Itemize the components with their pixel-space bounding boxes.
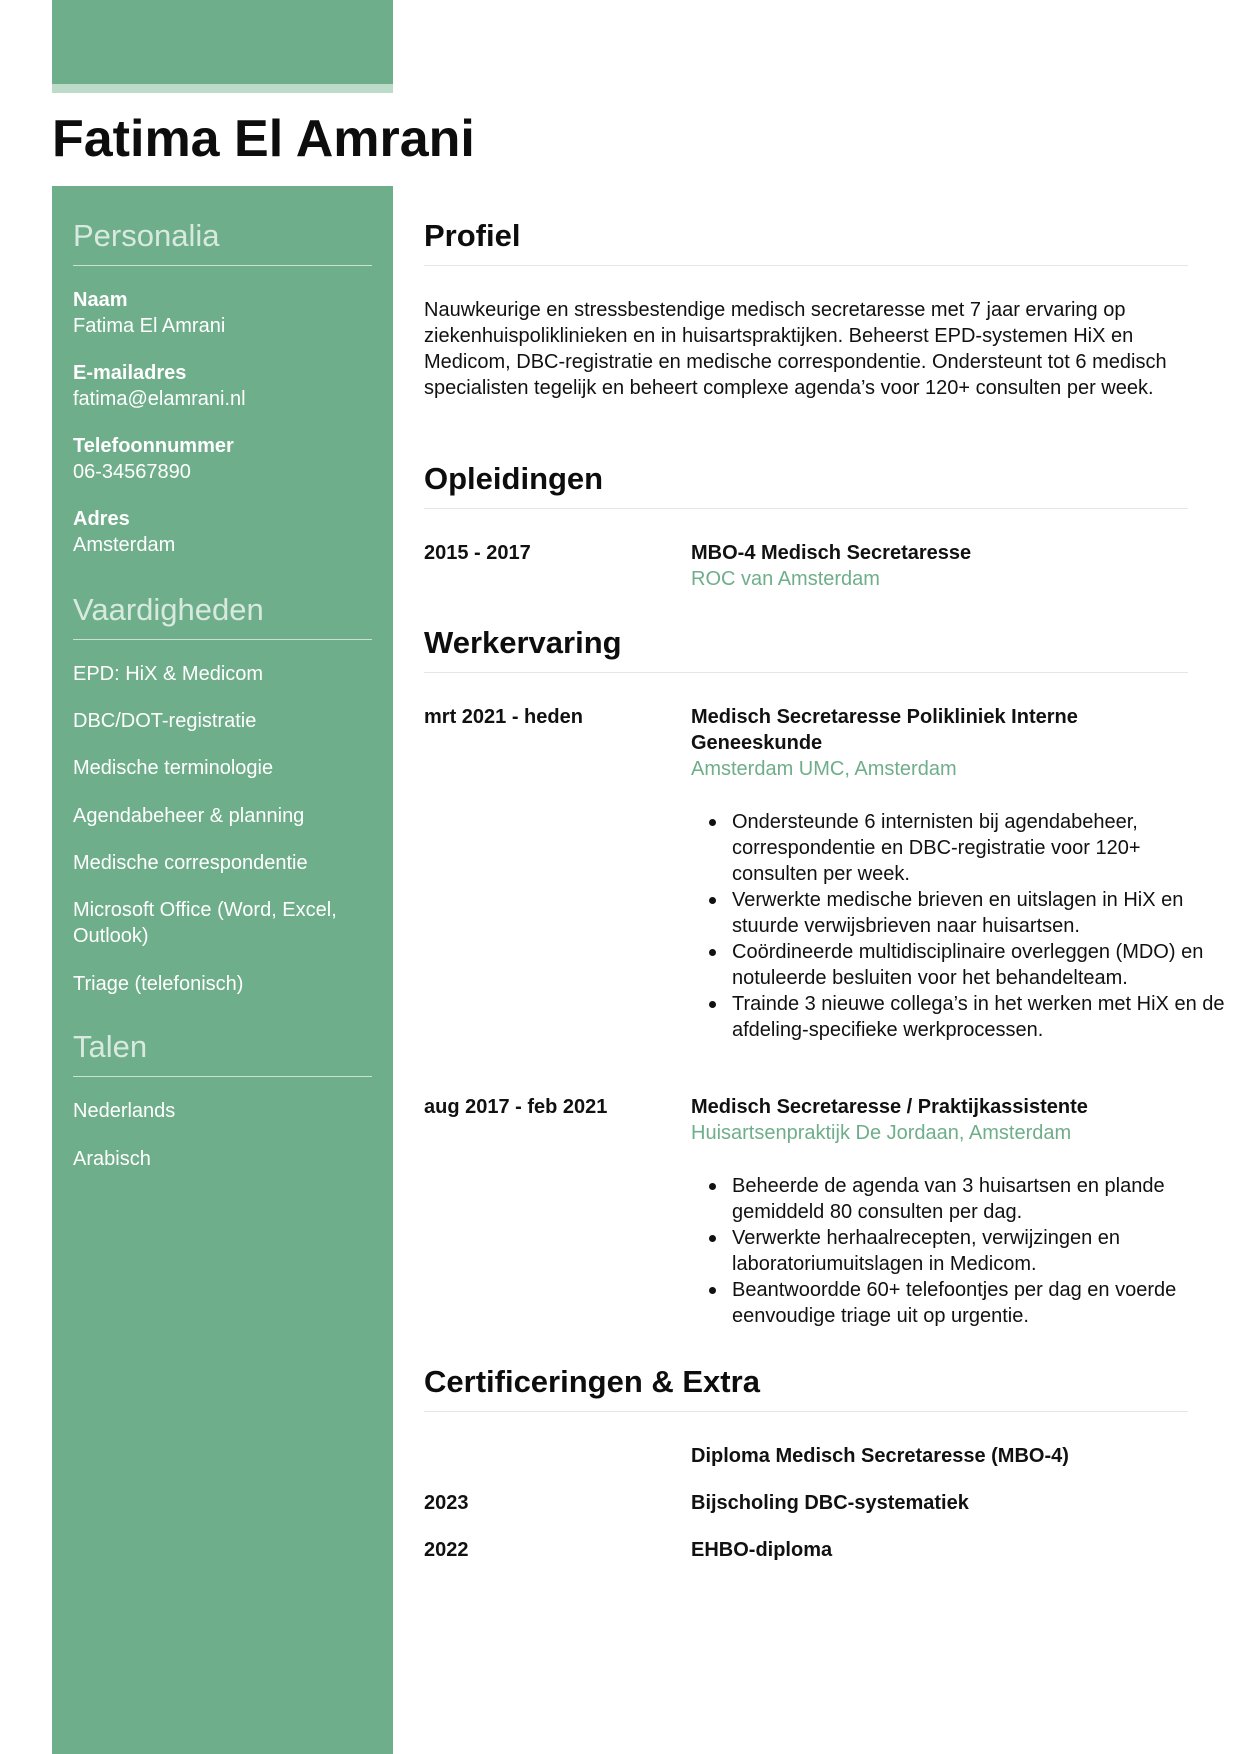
certification-title: EHBO-diploma: [691, 1539, 833, 1561]
certification-title: Bijscholing DBC-systematiek: [691, 1492, 969, 1514]
languages-heading: Talen: [73, 1027, 372, 1077]
certifications-heading: Certificeringen & Extra: [424, 1362, 1188, 1412]
education-heading: Opleidingen: [424, 459, 1188, 509]
education-entry: [691, 540, 1188, 592]
experience-heading: Werkervaring: [424, 623, 1188, 673]
bullet-item: Verwerkte medische brieven en uitslagen in HiX en stuurde verwijsbrieven naar huisartsen.: [732, 887, 1229, 939]
experience-period: aug 2017 - feb 2021: [424, 1096, 608, 1118]
personal-label: Adres: [73, 508, 130, 530]
skill-item: Medische correspondentie: [73, 852, 308, 874]
profile-text: Nauwkeurige en stressbestendige medisch secretaresse met 7 jaar ervaring op ziekenhuispoliklinieken en in huisartspraktijken. Beheerst EPD-systemen HiX en Medicom, DBC-registratie en medische correspondentie. Ondersteunt tot 6 medisch specialisten tegelijk en beheert complexe agenda’s voor 120+ consulten per week.: [424, 299, 1167, 399]
experience-entry: [691, 704, 1188, 782]
job-title: Medisch Secretaresse / Praktijkassistente: [691, 1096, 1088, 1118]
job-employer: Huisartsenpraktijk De Jordaan, Amsterdam: [691, 1122, 1072, 1144]
skill-item: Agendabeheer & planning: [73, 805, 305, 827]
education-institution: ROC van Amsterdam: [691, 568, 880, 590]
personal-value: fatima@elamrani.nl: [73, 388, 246, 410]
personal-label: Naam: [73, 289, 128, 311]
certification-year: 2023: [424, 1492, 469, 1514]
education-title: MBO-4 Medisch Secretaresse: [691, 542, 972, 564]
bullet-item: Trainde 3 nieuwe collega’s in het werken met HiX en de afdeling-specifieke werkprocessen.: [732, 991, 1229, 1043]
job-employer: Amsterdam UMC, Amsterdam: [691, 758, 957, 780]
skill-item: Medische terminologie: [73, 757, 274, 779]
bullet-item: Coördineerde multidisciplinaire overleggen (MDO) en notuleerde besluiten voor het behandelteam.: [732, 939, 1229, 991]
certification-year: 2022: [424, 1539, 469, 1561]
language-item: Arabisch: [73, 1148, 151, 1170]
bullet-item: Beantwoordde 60+ telefoontjes per dag en voerde eenvoudige triage uit op urgentie.: [732, 1277, 1229, 1329]
candidate-name: Fatima El Amrani: [52, 110, 475, 168]
skill-item: Triage (telefonisch): [73, 973, 244, 995]
personal-label: Telefoonnummer: [73, 435, 234, 457]
bullet-item: Ondersteunde 6 internisten bij agendabeheer, correspondentie en DBC-registratie voor 120+ consulten per week.: [732, 809, 1229, 887]
personal-value: Fatima El Amrani: [73, 315, 226, 337]
personal-item-phone: [73, 433, 372, 485]
personalia-heading: Personalia: [73, 216, 372, 266]
education-period: 2015 - 2017: [424, 542, 531, 564]
bullet-item: Verwerkte herhaalrecepten, verwijzingen en laboratoriumuitslagen in Medicom.: [732, 1225, 1229, 1277]
sidebar: [52, 186, 393, 1754]
personal-item-email: [73, 360, 372, 412]
personal-item-address: [73, 506, 372, 558]
skill-item: EPD: HiX & Medicom: [73, 663, 264, 685]
skill-item: Microsoft Office (Word, Excel, Outlook): [73, 899, 337, 947]
skill-item: DBC/DOT-registratie: [73, 710, 257, 732]
personal-item-name: [73, 287, 372, 339]
personal-value: 06-34567890: [73, 461, 191, 483]
job-title: Medisch Secretaresse Polikliniek Interne Geneeskunde: [691, 706, 1078, 754]
certification-title: Diploma Medisch Secretaresse (MBO-4): [691, 1445, 1069, 1467]
skills-heading: Vaardigheden: [73, 590, 372, 640]
language-item: Nederlands: [73, 1100, 176, 1122]
bullet-item: Beheerde de agenda van 3 huisartsen en plande gemiddeld 80 consulten per dag.: [732, 1173, 1229, 1225]
header-accent-strip: [52, 84, 393, 93]
personal-label: E-mailadres: [73, 362, 187, 384]
job-bullets: [691, 809, 1229, 1043]
experience-period: mrt 2021 - heden: [424, 706, 583, 728]
experience-entry: [691, 1094, 1188, 1146]
profile-heading: Profiel: [424, 216, 1188, 266]
job-bullets: [691, 1173, 1229, 1329]
header-accent-block: [52, 0, 393, 84]
personal-value: Amsterdam: [73, 534, 176, 556]
